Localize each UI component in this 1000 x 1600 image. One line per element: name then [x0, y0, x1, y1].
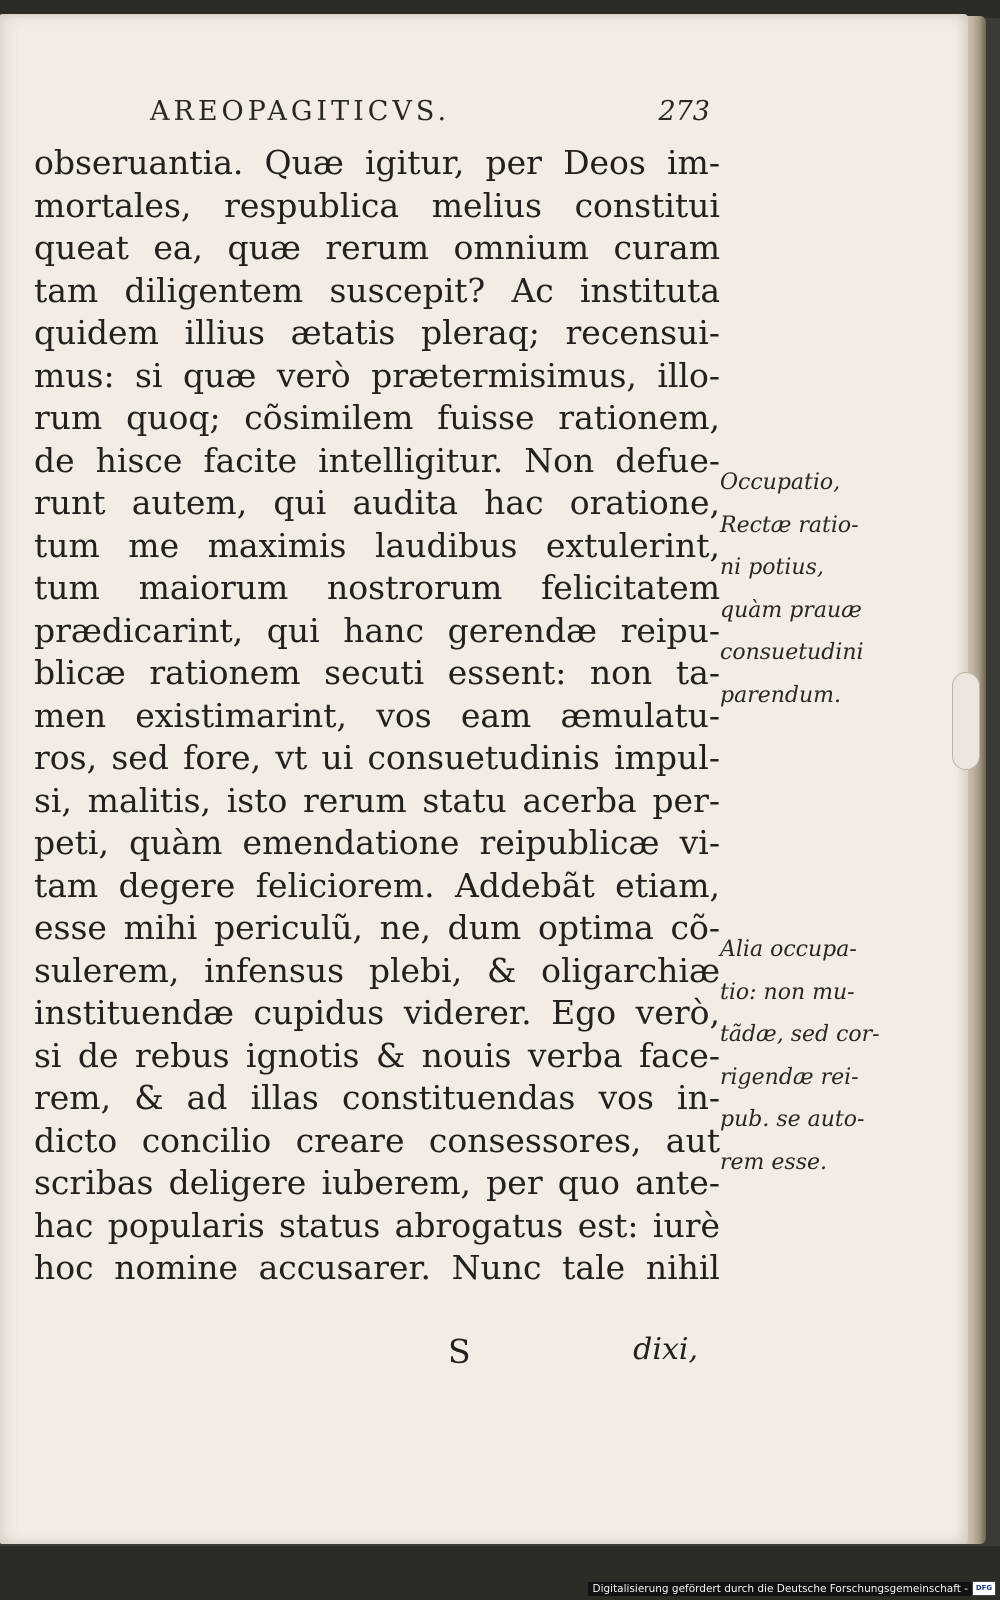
text-line: prædicarint, qui hanc gerendæ reipu-	[34, 610, 720, 650]
catchword: dixi,	[633, 1332, 698, 1367]
margin-note-line: consuetudini	[720, 640, 864, 665]
margin-note-line: rigendæ rei-	[720, 1064, 859, 1090]
margin-note-line: tio: non mu-	[720, 979, 855, 1005]
running-head: AREOPAGITICVS.	[150, 96, 451, 127]
page-header	[150, 94, 710, 134]
text-line: tum me maximis laudibus extulerint,	[34, 525, 720, 565]
text-line: mus: si quæ verò prætermisimus, illo-	[34, 355, 720, 395]
page-tab-marker	[952, 672, 980, 770]
text-line: rem, & ad illas constituendas vos in-	[34, 1078, 720, 1117]
text-line: obseruantia. Quæ igitur, per Deos im-	[34, 143, 720, 182]
text-line: sulerem, infensus plebi, & oligarchiæ	[34, 950, 720, 990]
margin-note-occupatio	[720, 462, 890, 717]
text-line: hoc nomine accusarer. Nunc tale nihil	[34, 1248, 720, 1287]
book-page	[0, 14, 968, 1544]
margin-note-line: tãdæ, sed cor-	[720, 1022, 880, 1047]
margin-note-alia-occupatio	[720, 929, 890, 1184]
text-line: tam degere feliciorem. Addebãt etiam,	[34, 865, 720, 905]
text-line: tam diligentem suscepit? Ac instituta	[34, 270, 720, 310]
text-line: rum quoq; cõsimilem fuisse rationem,	[34, 398, 720, 437]
text-line: de hisce facite intelligitur. Non defue-	[34, 440, 720, 480]
signature-mark: S	[448, 1332, 471, 1371]
margin-note-line: pub. se auto-	[720, 1107, 865, 1132]
page-number: 273	[658, 96, 710, 127]
text-line: instituendæ cupidus viderer. Ego verò,	[34, 993, 720, 1032]
margin-note-line: quàm prauæ	[720, 597, 862, 623]
margin-note-line: Rectæ ratio-	[720, 512, 859, 538]
text-line: runt autem, qui audita hac oratione,	[34, 483, 720, 522]
text-line: si de rebus ignotis & nouis verba face-	[34, 1035, 720, 1075]
digitization-credit: Digitalisierung gefördert durch die Deutsche Forschungsgemeinschaft -	[588, 1582, 972, 1596]
margin-note-line: parendum.	[720, 682, 842, 708]
text-line: ros, sed fore, vt ui consuetudinis impul-	[34, 738, 720, 777]
dfg-logo: DFG	[972, 1581, 996, 1596]
text-line: peti, quàm emendatione reipublicæ vi-	[34, 823, 720, 862]
text-line: si, malitis, isto rerum statu acerba per-	[34, 780, 720, 820]
text-line: esse mihi periculũ, ne, dum optima cõ-	[34, 908, 720, 947]
text-line: quidem illius ætatis pleraq; recensui-	[34, 313, 720, 352]
margin-note-line: ni potius,	[720, 555, 824, 580]
text-line: tum maiorum nostrorum felicitatem	[34, 568, 720, 607]
text-line: scribas deligere iuberem, per quo ante-	[34, 1163, 720, 1202]
text-line: queat ea, quæ rerum omnium curam	[34, 228, 720, 267]
margin-note-line: Alia occupa-	[720, 937, 857, 962]
margin-note-line: rem esse.	[720, 1149, 828, 1175]
text-line: men existimarint, vos eam æmulatu-	[34, 695, 720, 735]
body-text	[20, 142, 720, 1290]
text-line: dicto concilio creare consessores, aut	[34, 1120, 720, 1160]
page-footer	[20, 1332, 720, 1382]
margin-note-line: Occupatio,	[720, 470, 841, 495]
text-line: blicæ rationem secuti essent: non ta-	[34, 653, 720, 692]
text-line: mortales, respublica melius constitui	[34, 185, 720, 225]
bottom-frame-bar	[0, 1546, 1000, 1600]
text-line: hac popularis status abrogatus est: iurè	[34, 1205, 720, 1245]
